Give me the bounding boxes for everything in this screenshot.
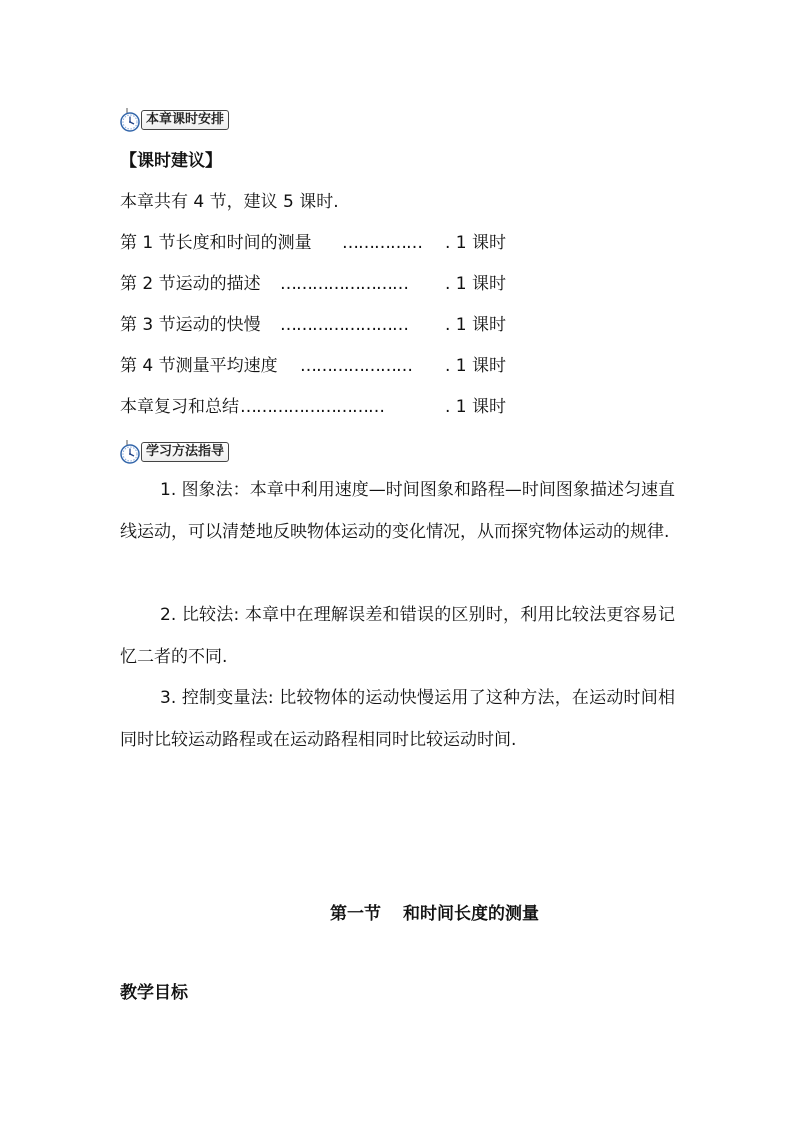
method-paragraph: 2. 比较法: 本章中在理解误差和错误的区别时，利用比较法更容易记忆二者的不同. [120,605,675,667]
toc-row [120,396,506,418]
toc-leader: …………… [342,233,422,253]
section-number: 第一节 [330,904,381,924]
toc-title: 第 1 节长度和时间的测量 [120,233,312,253]
method-paragraph: 1. 图象法：本章中利用速度—时间图象和路程—时间图象描述匀速直线运动，可以清楚地反映物体运动的变化情况，从而探究物体运动的规律. [120,480,675,542]
toc-row [120,232,506,254]
toc-hours: . 1 课时 [444,397,506,417]
section-name: 和时间长度的测量 [403,904,539,924]
section-title [330,899,539,924]
badge-label: 本章课时安排 [141,110,229,130]
clock-icon [119,439,145,465]
badge-study-method [119,442,229,462]
toc-hours: . 1 课时 [444,315,506,335]
toc-row [120,314,506,336]
chapter-summary: 本章共有 4 节，建议 5 课时. [120,192,339,212]
objectives-heading: 教学目标 [120,983,188,1003]
toc-leader: ……………………… [240,397,384,417]
suggestion-heading: 【课时建议】 [120,151,222,171]
toc-hours: . 1 课时 [444,274,506,294]
toc-hours: . 1 课时 [444,233,506,253]
toc-leader: ………………… [300,356,412,376]
toc-title: 第 4 节测量平均速度 [120,356,278,376]
method-paragraph: 3. 控制变量法: 比较物体的运动快慢运用了这种方法，在运动时间相同时比较运动路程或在运动路程相同时比较运动时间. [120,688,675,750]
toc-title: 本章复习和总结 [120,397,239,417]
toc-hours: . 1 课时 [444,356,506,376]
toc-row [120,355,506,377]
toc-leader: …………………… [280,315,408,335]
toc-title: 第 3 节运动的快慢 [120,315,261,335]
badge-chapter-schedule [119,110,229,130]
clock-icon [119,107,145,133]
toc-row [120,273,506,295]
toc-title: 第 2 节运动的描述 [120,274,261,294]
toc-leader: …………………… [280,274,408,294]
badge-label: 学习方法指导 [141,442,229,462]
